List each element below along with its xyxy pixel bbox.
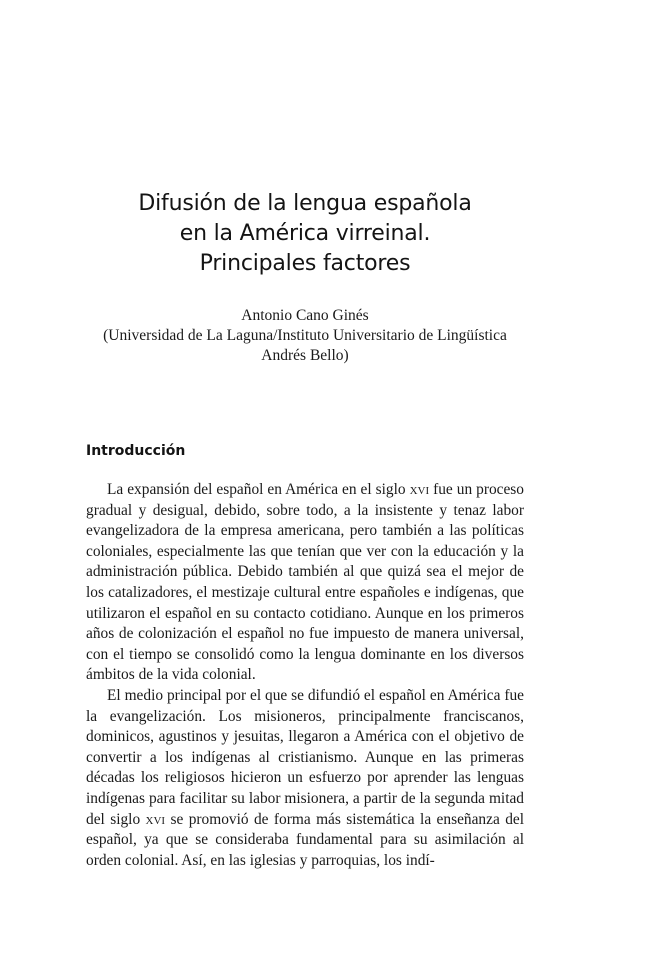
century-numeral: xvi: [145, 810, 166, 828]
author-affiliation-line-2: Andrés Bello): [261, 347, 349, 364]
century-numeral: xvi: [409, 481, 430, 498]
body-text: [86, 480, 524, 871]
author-affiliation-line-1: (Universidad de La Laguna/Instituto Universitario de Lingüística: [103, 327, 507, 344]
paragraph-2: [86, 686, 524, 871]
paragraph-1-text-b: fue un proceso gradual y desigual, debido, sobre todo, a la insistente y tenaz labor evangelizadora de la empresa americana, pero también a las políticas coloniales, especialmente las que tenían que ver con la educación y la administración pública. Debido también al que quizá sea el mejor de los catalizadores, el mestizaje cultural entre españoles e indígenas, que utilizaron el español en su contacto cotidiano. Aunque en los primeros años de colonización el español no fue impuesto de manera universal, con el tiempo se consolidó como la lengua dominante en los diversos ámbitos de la vida colonial.: [86, 481, 524, 684]
paragraph-1-text-a: La expansión del español en América en el siglo: [107, 481, 410, 498]
title-line-2: en la América virreinal.: [179, 221, 431, 246]
author-name: Antonio Cano Ginés: [241, 307, 369, 324]
author-block: [70, 306, 540, 366]
paragraph-2-text-b: se promovió de forma más sistemática la enseñanza del español, ya que se consideraba fundamental para su asimilación al orden colonial. Así, en las iglesias y parroquias, los indí-: [86, 810, 524, 869]
paragraph-2-text-a: El medio principal por el que se difundió el español en América fue la evangelización. Los misioneros, principalmente franciscanos, dominicos, agustinos y jesuitas, llegaron a América con el objetivo de convertir a los indígenas al cristianismo. Aunque en las primeras décadas los religiosos hicieron un esfuerzo por aprender las lenguas indígenas para facilitar su labor misionera, a partir de la segunda mitad del siglo: [86, 686, 524, 828]
title-line-3: Principales factores: [199, 251, 411, 276]
paragraph-1: [86, 480, 524, 686]
title-line-1: Difusión de la lengua española: [138, 191, 472, 216]
section-heading-introduccion: Introducción: [86, 443, 186, 459]
paper-title: [86, 189, 524, 279]
